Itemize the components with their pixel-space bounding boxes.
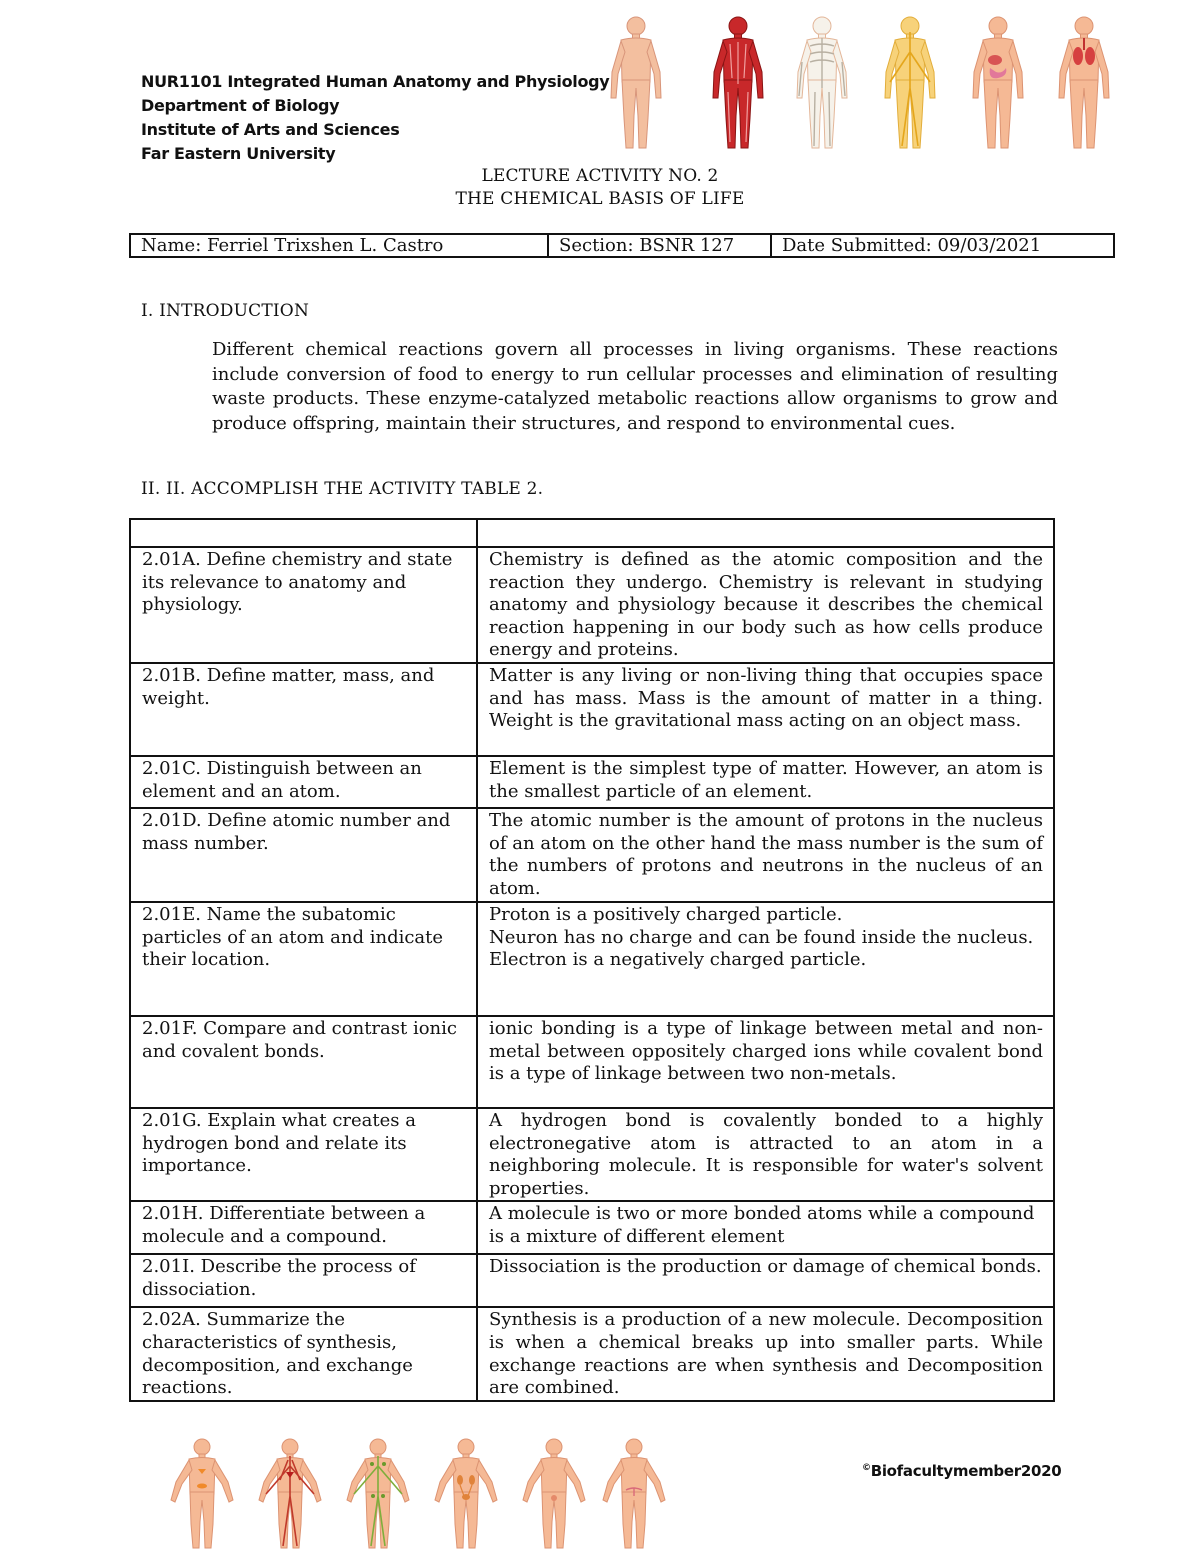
endocrine-figure	[171, 1439, 233, 1548]
digestive-figure	[973, 17, 1023, 148]
table-row	[130, 808, 1054, 902]
skeletal-figure	[797, 17, 847, 148]
activity-number: LECTURE ACTIVITY NO. 2	[481, 166, 719, 186]
activity-title: THE CHEMICAL BASIS OF LIFE	[455, 189, 745, 209]
urinary-figure	[435, 1439, 497, 1548]
answer-line: Electron is a negatively charged particle.	[489, 949, 867, 971]
question-cell: 2.01B. Define matter, mass, and weight.	[130, 663, 477, 756]
table-row	[130, 1307, 1054, 1400]
anatomy-systems-illustration	[610, 8, 1130, 156]
student-section: Section: BSNR 127	[549, 235, 772, 256]
integumentary-figure	[611, 17, 661, 148]
question-cell: 2.01F. Compare and contrast ionic and covalent bonds.	[130, 1016, 477, 1108]
date-submitted: Date Submitted: 09/03/2021	[782, 235, 1042, 256]
female-reproductive-figure	[603, 1439, 665, 1548]
activity-heading: II. II. ACCOMPLISH THE ACTIVITY TABLE 2.	[141, 479, 544, 499]
table-row	[130, 547, 1054, 663]
lymphatic-figure	[347, 1439, 409, 1548]
answer-cell: Element is the simplest type of matter. However, an atom is the smallest particle of an element.	[477, 756, 1054, 808]
introduction-paragraph: Different chemical reactions govern all processes in living organisms. These reactions include conversion of food to energy to run cellular processes and elimination of resulting waste products. These enzyme-catalyzed metabolic reactions allow organisms to grow and produce offspring, maintain their structures, and respond to environmental cues.	[212, 339, 1058, 434]
nervous-figure	[885, 17, 935, 148]
question-cell: 2.01D. Define atomic number and mass number.	[130, 808, 477, 902]
answer-line: Proton is a positively charged particle.	[489, 903, 843, 925]
muscular-figure	[713, 17, 763, 148]
answer-cell: Chemistry is defined as the atomic composition and the reaction they undergo. Chemistry is relevant in studying anatomy and physiology because it describes the chemical reaction happening in our body such as how cells produce energy and proteins.	[477, 547, 1054, 663]
table-header-cell	[477, 519, 1054, 547]
copyright-symbol: ©	[862, 1463, 871, 1473]
male-reproductive-figure	[523, 1439, 585, 1548]
question-cell: 2.01H. Differentiate between a molecule and a compound.	[130, 1201, 477, 1254]
respiratory-figure	[1059, 17, 1109, 148]
answer-cell: A molecule is two or more bonded atoms while a compound is a mixture of different element	[477, 1201, 1054, 1254]
table-row	[130, 1108, 1054, 1201]
answer-cell: A hydrogen bond is covalently bonded to a highly electronegative atom is attracted to an atom in a neighboring molecule. It is responsible for water's solvent properties.	[477, 1108, 1054, 1201]
answer-cell: ionic bonding is a type of linkage between metal and non-metal between oppositely charged ions while covalent bond is a type of linkage between two non-metals.	[477, 1016, 1054, 1108]
question-cell: 2.01C. Distinguish between an element and an atom.	[130, 756, 477, 808]
department-name: Department of Biology	[141, 96, 340, 115]
copyright-text: Biofacultymember2020	[870, 1462, 1062, 1480]
course-title: NUR1101 Integrated Human Anatomy and Physiology	[141, 72, 610, 91]
question-cell: 2.01E. Name the subatomic particles of an atom and indicate their location.	[130, 902, 477, 1016]
table-row	[130, 1254, 1054, 1307]
table-header-cell	[130, 519, 477, 547]
answer-cell: Dissociation is the production or damage of chemical bonds.	[477, 1254, 1054, 1307]
table-row	[130, 663, 1054, 756]
answer-line: Neuron has no charge and can be found inside the nucleus.	[489, 926, 1034, 948]
student-info-bar	[129, 233, 1115, 258]
answer-cell: Synthesis is a production of a new molecule. Decomposition is when a chemical breaks up into smaller parts. While exchange reactions are when synthesis and Decomposition are combined.	[477, 1307, 1054, 1400]
question-cell: 2.02A. Summarize the characteristics of synthesis, decomposition, and exchange reactions.	[130, 1307, 477, 1400]
introduction-heading: I. INTRODUCTION	[141, 301, 310, 321]
university-name: Far Eastern University	[141, 144, 336, 163]
table-header-row	[130, 519, 1054, 547]
institute-name: Institute of Arts and Sciences	[141, 120, 400, 139]
question-cell: 2.01I. Describe the process of dissociation.	[130, 1254, 477, 1307]
table-row	[130, 1201, 1054, 1254]
copyright-notice	[862, 1462, 1061, 1480]
anatomy-systems-illustration-bottom	[160, 1432, 680, 1550]
student-name: Name: Ferriel Trixshen L. Castro	[131, 235, 549, 256]
answer-cell: The atomic number is the amount of protons in the nucleus of an atom on the other hand the mass number is the sum of the numbers of protons and neutrons in the nucleus of an atom.	[477, 808, 1054, 902]
answer-cell: Matter is any living or non-living thing that occupies space and has mass. Mass is the amount of matter in a thing. Weight is the gravitational mass acting on an object mass.	[477, 663, 1054, 756]
table-row	[130, 1016, 1054, 1108]
activity-table	[129, 518, 1055, 1402]
question-cell: 2.01A. Define chemistry and state its relevance to anatomy and physiology.	[130, 547, 477, 663]
course-header	[141, 70, 611, 166]
question-cell: 2.01G. Explain what creates a hydrogen bond and relate its importance.	[130, 1108, 477, 1201]
table-row	[130, 756, 1054, 808]
answer-cell	[477, 902, 1054, 1016]
cardiovascular-figure	[259, 1439, 321, 1548]
table-row	[130, 902, 1054, 1016]
